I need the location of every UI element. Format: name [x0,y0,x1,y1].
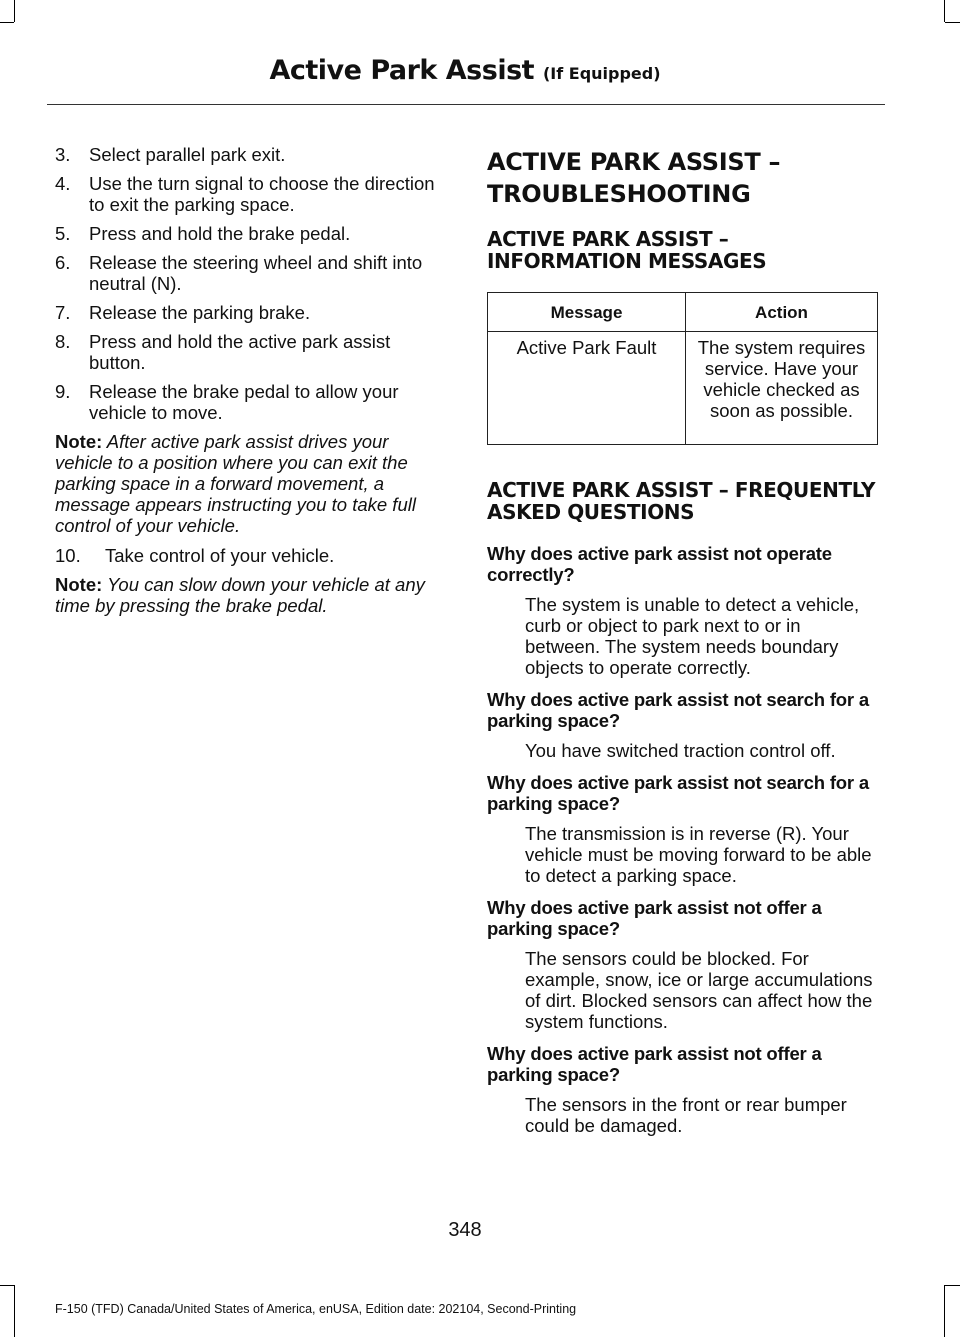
note-label: Note: [55,574,103,595]
step-text: Release the brake pedal to allow your vehicle to move. [89,381,399,423]
crop-mark [944,0,945,22]
step-item [55,381,447,423]
header-divider [47,104,885,105]
step-text: Take control of your vehicle. [105,545,335,566]
right-column [487,146,880,1147]
page-header [0,55,930,86]
note [55,574,447,616]
step-text: Release the parking brake. [89,302,311,323]
page-number: 348 [448,1219,482,1241]
crop-mark [14,1285,15,1337]
step-text: Release the steering wheel and shift into neutral (N). [89,252,423,294]
note-text: After active park assist drives your vehicle to a position where you can exit the parking space in a forward movement, a message appears instructing you to take full control of your vehicle. [55,431,416,536]
faq-question: Why does active park assist not operate correctly? [487,543,832,585]
step-number: 3. [55,144,71,165]
crop-mark [14,0,15,22]
step-item [55,223,447,244]
subsection-heading: ACTIVE PARK ASSIST – INFORMATION MESSAGES [487,227,767,273]
step-number: 9. [55,381,71,402]
subsection-heading: ACTIVE PARK ASSIST – FREQUENTLY ASKED QUESTIONS [487,478,876,524]
note-text: You can slow down your vehicle at any time by pressing the brake pedal. [55,574,425,616]
faq-answer: The system is unable to detect a vehicle, curb or object to park next to or in between. The system needs boundary objects to operate correctly. [525,594,860,678]
table-cell: Active Park Fault [488,332,686,445]
step-item [55,173,447,215]
step-text: Use the turn signal to choose the direction to exit the parking space. [89,173,435,215]
faq-answer: The sensors in the front or rear bumper could be damaged. [525,1094,847,1136]
crop-mark [945,22,960,23]
step-text: Press and hold the brake pedal. [89,223,351,244]
step-number: 4. [55,173,71,194]
crop-mark [0,1285,14,1286]
footer-text: F-150 (TFD) Canada/United States of America, enUSA, Edition date: 202104, Second-Printing [55,1302,577,1316]
table-row [488,332,878,445]
step-item [55,302,447,323]
faq-question: Why does active park assist not offer a parking space? [487,1043,822,1085]
step-number: 10. [55,545,81,566]
note [55,431,447,536]
step-item [55,252,447,294]
step-number: 8. [55,331,71,352]
step-number: 6. [55,252,71,273]
faq-question: Why does active park assist not offer a parking space? [487,897,822,939]
crop-mark [0,22,14,23]
step-text: Press and hold the active park assist button. [89,331,391,373]
header-title: Active Park Assist [269,55,535,86]
table-header-row [488,293,878,332]
column-header: Action [686,293,878,332]
table-cell: The system requires service. Have your vehicle checked as soon as possible. [686,332,878,445]
step-number: 5. [55,223,71,244]
faq-answer: The sensors could be blocked. For example, snow, ice or large accumulations of dirt. Blocked sensors can affect how the system functions. [525,948,873,1032]
step-text: Select parallel park exit. [89,144,286,165]
step-item [55,545,447,566]
left-column [55,144,447,625]
step-item [55,144,447,165]
faq-question: Why does active park assist not search for a parking space? [487,689,869,731]
faq-answer: You have switched traction control off. [525,740,836,761]
step-number: 7. [55,302,71,323]
section-heading: ACTIVE PARK ASSIST – TROUBLESHOOTING [487,148,781,208]
crop-mark [944,1285,945,1337]
note-label: Note: [55,431,103,452]
faq-question: Why does active park assist not search for a parking space? [487,772,869,814]
messages-table [487,292,878,445]
faq-answer: The transmission is in reverse (R). Your vehicle must be moving forward to be able to detect a parking space. [525,823,872,886]
crop-mark [945,1285,960,1286]
header-subtitle: (If Equipped) [542,64,661,83]
step-item [55,331,447,373]
column-header: Message [488,293,686,332]
